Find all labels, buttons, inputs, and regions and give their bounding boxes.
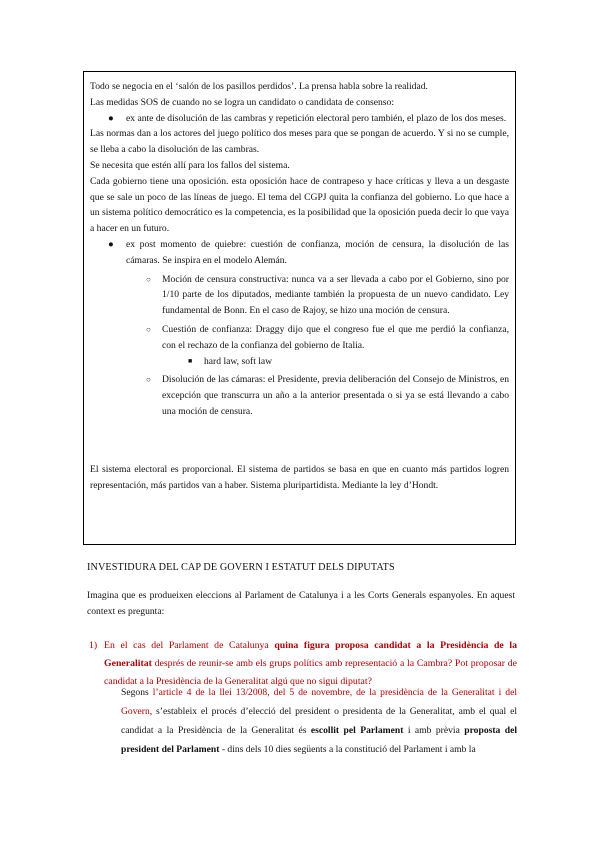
list-item-text: ex post momento de quiebre: cuestión de confianza, moción de censura, la disolución de las cámaras. Se inspira en el modelo Alemán. [126, 238, 509, 266]
notes-paragraph: Cada gobierno tiene una oposición. esta oposición hace de contrapeso y hace críticas y lleva a un desgaste que se sale un poco de las líneas de juego. El tema del CGPJ quita la confianza del gobierno. Lo que hace a un sistema político democrático es la competencia, es la posibilidad que la oposición pueda decir lo que vaya a hacer en un futuro. [90, 175, 509, 235]
answer-text: , s’estableix el procés d’elecció del president o presidenta de la Generalitat, amb el qual el candidat a la Presidència de la Generalitat és [121, 706, 517, 736]
question-emphasis: quina figura proposa candidat a la Presidència de la Generalitat [104, 640, 517, 669]
question-text: després de reunir-se amb els grups polítics amb representació a la Cambra? Pot proposar de candidat a la Presidència de la Generalitat algú que no sigui diputat? [104, 658, 517, 687]
list-item-text: Moción de censura constructiva: nunca va a ser llevada a cabo por el Gobierno, sino por 1/10 parte de los diputados, mediante también la propuesta de un nuevo candidato. Ley fundamental de Bonn. En el caso de Rajoy, se hizo una moción de censura. [162, 273, 509, 317]
bullet-dot-icon: ● [108, 238, 114, 250]
list-item-text: Disolución de las cámaras: el Presidente, previa deliberación del Consejo de Ministros, en excepción que transcurra un año a la anterior presentada o si ya se está llevando a cabo una moción de censura. [162, 374, 509, 417]
bullet-list [90, 111, 509, 127]
question-number: 1) [89, 640, 98, 651]
bullet-square-icon: ■ [188, 356, 193, 365]
answer-text: - dins dels 10 dies següents a la constitució del Parlament i amb la [219, 744, 476, 755]
list-item [90, 111, 509, 127]
list-item [126, 354, 509, 370]
notes-paragraph: Se necesita que estén allí para los fallos del sistema. [90, 159, 290, 171]
bullet-dot-icon: ● [108, 112, 114, 124]
answer-emphasis: proposta del president del Parlament [121, 725, 518, 755]
list-item-text: ex ante de disolución de las cambras y repetición electoral pero también, el plazo de los dos meses. [126, 112, 507, 124]
list-item-text: Cuestión de confianza: Draggy dijo que el congreso fue el que me perdió la confianza, con el rechazo de la confianza del gobierno de Italia. [162, 323, 509, 351]
question-text: En el cas del Parlament de Catalunya [104, 640, 275, 651]
bullet-circle-icon: ○ [146, 274, 151, 284]
notes-paragraph: Las medidas SOS de cuando no se logra un candidato o candidata de consenso: [90, 96, 394, 108]
answer-text: Segons [121, 687, 153, 698]
section-heading: INVESTIDURA DEL CAP DE GOVERN I ESTATUT DELS DIPUTATS [87, 562, 395, 573]
list-item [90, 237, 509, 269]
answer-text: i amb prèvia [403, 725, 465, 736]
list-item [90, 372, 509, 419]
notes-paragraph: Las normas dan a los actores del juego político dos meses para que se pongan de acuerdo. Y si no se cumple, se lleba a cabo la disolución de las cambras. [90, 128, 509, 156]
law-reference: l’article 4 de la llei 13/2008, del 5 de novembre, de la presidència de la Generalitat i del Govern [121, 687, 517, 717]
answer-1 [121, 683, 517, 759]
bullet-circle-icon: ○ [146, 375, 151, 385]
notes-paragraph: Todo se negocia en el ‘salón de los pasillos perdidos’. La prensa habla sobre la realidad. [90, 81, 428, 92]
bullet-circle-icon: ○ [146, 324, 151, 334]
list-item-text: hard law, soft law [204, 355, 273, 367]
bullet-list [90, 237, 509, 420]
answer-emphasis: escollit pel Parlament [310, 725, 404, 736]
notes-box [83, 71, 516, 545]
list-item [90, 322, 509, 354]
intro-paragraph: Imagina que es produeixen eleccions al Parlament de Catalunya i a les Corts Generals espanyoles. En aquest context es pregunta: [87, 590, 515, 617]
spacer [90, 420, 509, 462]
list-item [90, 272, 509, 319]
notes-paragraph: El sistema electoral es proporcional. El sistema de partidos se basa en que en cuanto más partidos logren representación, más partidos van a haber. Sistema pluripartidista. Mediante la ley d’Hondt. [90, 463, 509, 491]
